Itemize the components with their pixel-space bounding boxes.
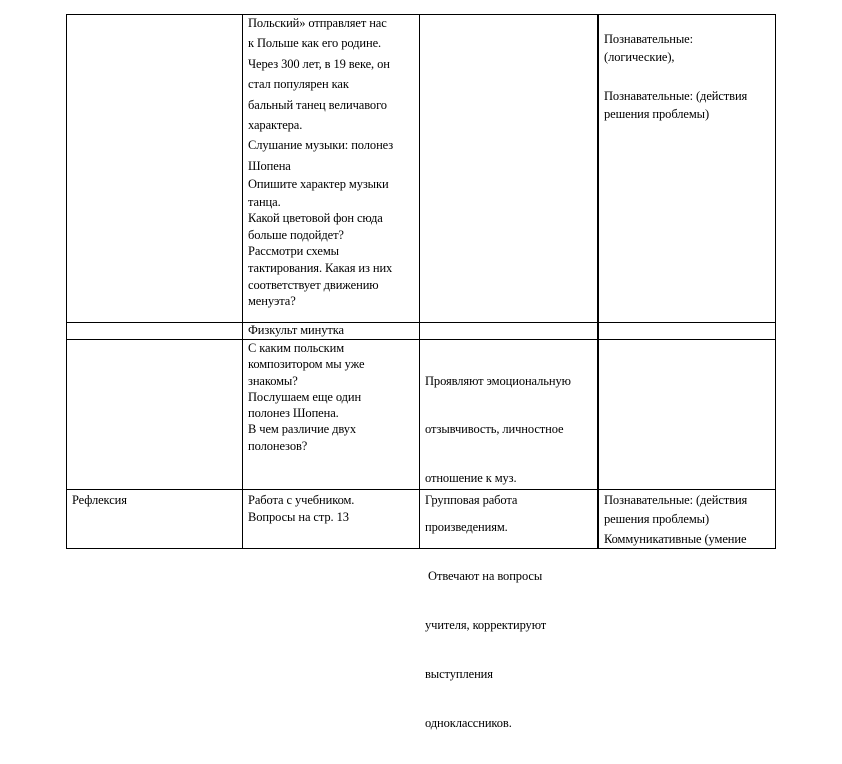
cell-line: к Польше как его родине. [248,36,382,51]
table-row-divider [66,322,776,323]
table-cell-row2-col2 [248,322,416,338]
cell-line: решения проблемы) [604,107,710,122]
cell-line: выступления [425,666,493,681]
cell-line: В чем различие двух [248,422,357,437]
cell-line: одноклассников. [425,715,512,730]
table-border-col2 [242,14,243,549]
table-border-col4 [597,14,599,549]
cell-line: Вопросы на стр. 13 [248,510,349,525]
table-cell-row4-col3 [425,492,593,509]
cell-line: Познавательные: [604,32,693,46]
cell-line: Рефлексия [72,493,127,507]
cell-line: Физкульт минутка [248,323,344,337]
cell-line: стал популярен как [248,77,349,92]
cell-line: тактирования. Какая из них [248,261,393,276]
cell-line: решения проблемы) [604,512,710,527]
cell-line: Отвечают на вопросы [425,569,543,584]
cell-line: Через 300 лет, в 19 веке, он [248,56,390,71]
cell-line: Польский» отправляет нас [248,16,387,30]
cell-line: Шопена [248,158,291,173]
cell-line: Послушаем еще один [248,389,362,404]
cell-line: танца. [248,194,281,209]
cell-line: отношение к муз. [425,471,517,486]
cell-line: Рассмотри схемы [248,244,339,259]
table-cell-row3-col3 [425,340,595,764]
cell-line: характера. [248,118,303,133]
cell-line: отзывчивость, личностное [425,422,564,437]
cell-line: знакомы? [248,373,298,388]
cell-line: соответствует движению [248,277,379,292]
table-border-left [66,14,67,549]
table-cell-row4-col1 [72,492,240,509]
cell-line: С каким польским [248,341,345,355]
cell-line: (логические), [604,50,675,65]
cell-line: Познавательные: (действия [604,88,748,103]
cell-line: Работа с учебником. [248,493,355,507]
table-row-divider [66,489,776,490]
cell-line: Какой цветовой фон сюда [248,211,383,226]
table-row-divider [66,339,776,340]
cell-line: Коммуникативные (умение [604,531,747,546]
cell-line: композитором мы уже [248,357,365,372]
cell-line: учителя, корректируют [425,618,547,633]
cell-line: произведениям. [425,520,508,535]
table-cell-row1-col4 [604,31,772,124]
cell-line: бальный танец величавого [248,97,387,112]
table-cell-row4-col4 [604,492,774,548]
cell-line: полонезов? [248,438,308,453]
cell-line: Опишите характер музыки [248,177,389,192]
table-cell-row3-col2 [248,340,416,454]
cell-line: Познавательные: (действия [604,493,748,507]
table-border-col3 [419,14,420,549]
table-border-right [775,14,776,549]
table-cell-row4-col2 [248,492,416,527]
table-cell-row1-col2 [248,15,416,310]
cell-line: больше подойдет? [248,227,344,242]
table-border-top [66,14,776,15]
cell-line: полонез Шопена. [248,406,339,421]
cell-line: Проявляют эмоциональную [425,373,571,388]
cell-line: Слушание музыки: полонез [248,138,394,153]
cell-line: менуэта? [248,294,296,309]
cell-line: Групповая работа [425,493,518,507]
